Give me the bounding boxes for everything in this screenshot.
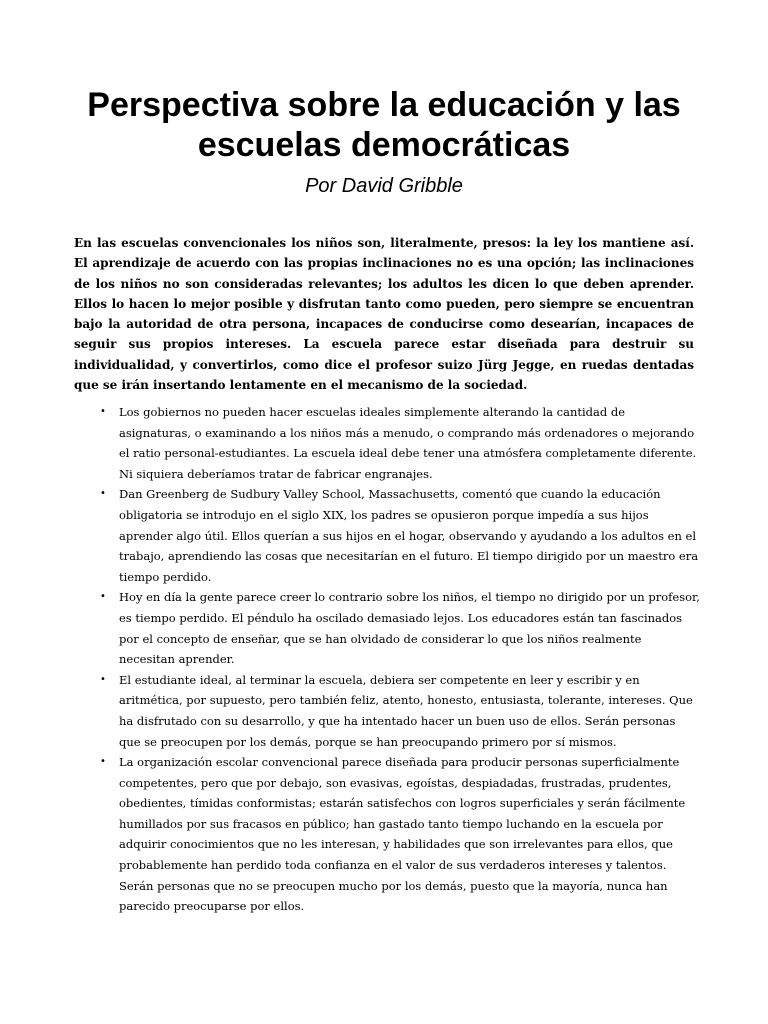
bullet-text: Hoy en día la gente parece creer lo contrario sobre los niños, el tiempo no dirigido por un profesor, es tiempo perdido. El péndulo ha oscilado demasiado lejos. Los educadores están tan fascinados por el concepto de enseñar, que se han olvidado de considerar lo que los niños realmente necesitan aprender.: [119, 590, 700, 667]
intro-paragraph: En las escuelas convencionales los niños son, literalmente, presos: la ley los mantiene así. El aprendizaje de acuerdo con las propias inclinaciones no es una opción; las inclinaciones de los niños no son consideradas relevantes; los adultos les dicen lo que deben aprender. Ellos lo hacen lo mejor posible y disfrutan tanto como pueden, pero siempre se encuentran bajo la autoridad de otra persona, incapaces de conducirse como desearían, incapaces de seguir sus propios intereses. La escuela parece estar diseñada para destruir su individualidad, y convertirlos, como dice el profesor suizo Jürg Jegge, en ruedas dentadas que se irán insertando lentamente en el mecanismo de la sociedad.: [74, 236, 694, 393]
bullet-icon: •: [100, 488, 106, 500]
bullet-item: [100, 670, 700, 752]
bullet-icon: •: [100, 591, 106, 603]
bullet-list: [100, 402, 700, 917]
bullet-item: [100, 484, 700, 587]
document-author: Por David Gribble: [305, 175, 463, 197]
bullet-icon: •: [100, 406, 106, 417]
bullet-item: [100, 402, 700, 484]
bullet-text: Dan Greenberg de Sudbury Valley School, Massachusetts, comentó que cuando la educación obligatoria se introdujo en el siglo XIX, los padres se opusieron porque impedía a sus hijos aprender algo útil. Ellos querían a sus hijos en el hogar, observando y ayudando a los adultos en el trabajo, aprendiendo las cosas que necesitarían en el futuro. El tiempo dirigido por un maestro era tiempo perdido.: [119, 487, 699, 584]
bullet-text: La organización escolar convencional parece diseñada para producir personas superficialmente competentes, pero que por debajo, son evasivas, egoístas, despiadadas, frustradas, prudentes, obedientes, tímidas conformistas; estarán satisfechos con logros superficiales y serán fácilmente humillados por sus fracasos en público; han gastado tanto tiempo luchando en la escuela por adquirir conocimientos que no les interesan, y habilidades que son irrelevantes para ellos, que probablemente han perdido toda confianza en el valor de sus verdaderos intereses y talentos. Serán personas que no se preocupen mucho por los demás, puesto que la mayoría, nunca han parecido preocuparse por ellos.: [119, 755, 686, 914]
bullet-text: El estudiante ideal, al terminar la escuela, debiera ser competente en leer y escribir y en aritmética, por supuesto, pero también feliz, atento, honesto, entusiasta, tolerante, intereses. Que ha disfrutado con su desarrollo, y que ha intentado hacer un buen uso de ellos. Serán personas que se preocupen por los demás, porque se han preocupando primero por sí mismos.: [119, 672, 693, 749]
bullet-item: [100, 587, 700, 669]
document-title: Perspectiva sobre la educación y las escuelas democráticas: [87, 86, 681, 164]
bullet-item: [100, 752, 700, 917]
bullet-icon: •: [100, 673, 106, 685]
bullet-text: Los gobiernos no pueden hacer escuelas ideales simplemente alterando la cantidad de asignaturas, o examinando a los niños más a menudo, o comprando más ordenadores o mejorando el ratio personal-estudiantes. La escuela ideal debe tener una atmósfera completamente diferente. Ni siquiera deberíamos tratar de fabricar engranajes.: [119, 405, 697, 481]
bullet-icon: •: [100, 756, 106, 768]
